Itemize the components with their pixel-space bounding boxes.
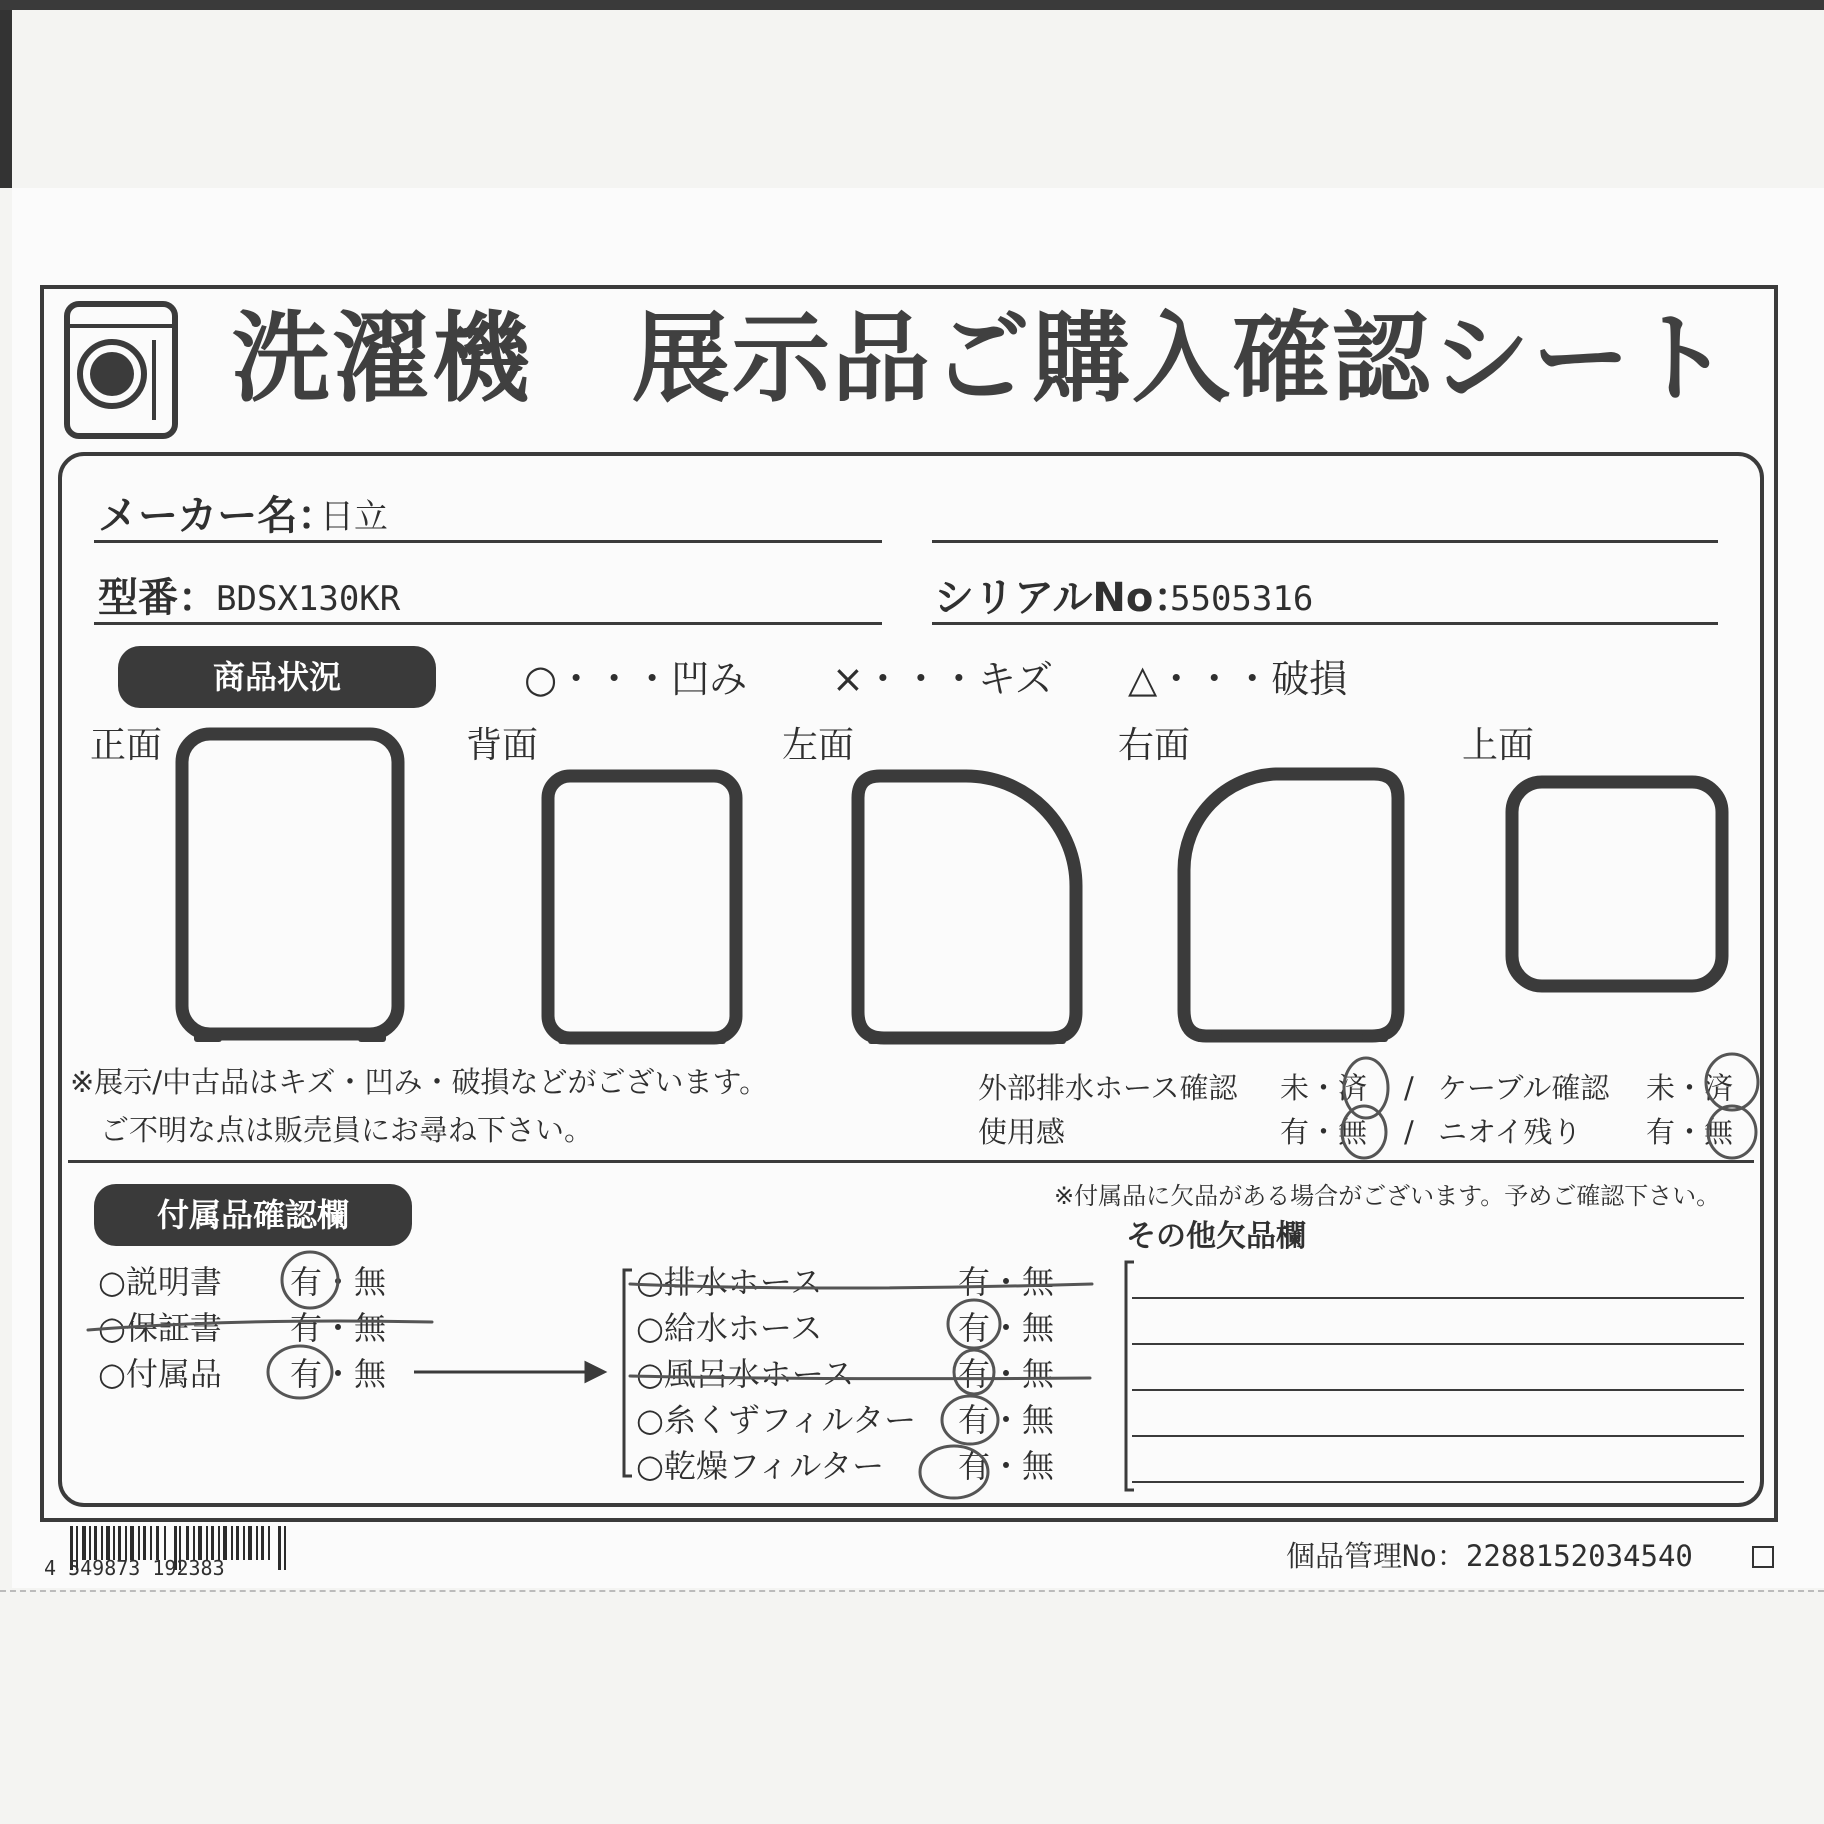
other-missing-bracket	[1126, 1262, 1134, 1490]
model-label: 型番：	[98, 575, 218, 621]
item-control-number	[1286, 1539, 1693, 1573]
other-missing-lines	[1132, 1298, 1744, 1482]
accessory-warranty-label: ○保証書	[98, 1309, 222, 1347]
accessory-supply-hose-options: 有・無	[958, 1309, 1055, 1347]
accessory-lint-filter-options: 有・無	[958, 1401, 1055, 1439]
accessory-bath-hose-label: ○風呂水ホース	[636, 1355, 855, 1393]
strike-warranty	[88, 1321, 432, 1330]
legend-scratch-text: ・・・キズ	[863, 657, 1054, 701]
circle-lint-filter-yes	[942, 1396, 998, 1444]
odor-check-label: ニオイ残り	[1438, 1115, 1582, 1149]
circle-manual-yes	[282, 1252, 338, 1308]
view-label-top: 上面	[1462, 725, 1535, 766]
accessory-drain-hose-options: 有・無	[958, 1263, 1055, 1301]
accessories-heading: 付属品確認欄	[94, 1184, 412, 1246]
model-value: BDSX130KR	[216, 579, 401, 619]
usage-check-options: 有・無	[1280, 1115, 1368, 1149]
strike-bath-hose	[630, 1376, 1090, 1379]
circle-cable-check-done	[1706, 1054, 1758, 1110]
circle-accessories-yes	[268, 1346, 332, 1398]
circle-supply-hose-yes	[948, 1300, 1000, 1348]
cable-check-label: ケーブル確認	[1438, 1071, 1610, 1105]
circle-drain-check-done	[1344, 1058, 1388, 1118]
serial-label: シリアルNo：	[934, 575, 1194, 621]
accessory-bath-hose-options: 有・無	[958, 1355, 1055, 1393]
other-missing-heading: その他欠品欄	[1126, 1219, 1306, 1254]
condition-notice-line2: ご不明な点は販売員にお尋ね下さい。	[100, 1113, 594, 1147]
accessory-warranty-options: 有・無	[290, 1309, 387, 1347]
legend-damage-symbol: △	[1128, 657, 1158, 701]
circle-usage-none	[1342, 1106, 1386, 1158]
legend-dent-text: ・・・凹み	[557, 657, 748, 701]
circle-dry-filter-yes	[920, 1446, 988, 1498]
item-control-value: 2288152034540	[1465, 1539, 1693, 1573]
maker-value: 日立	[320, 497, 388, 537]
drain-hose-check-label: 外部排水ホース確認	[978, 1071, 1238, 1105]
accessory-arrow	[414, 1363, 604, 1381]
accessory-accessories-options: 有・無	[290, 1355, 387, 1393]
strike-drain-hose	[630, 1284, 1092, 1288]
condition-heading: 商品状況	[118, 646, 436, 708]
view-label-right: 右面	[1118, 725, 1191, 766]
accessory-dry-filter-options: 有・無	[958, 1447, 1055, 1485]
maker-label: メーカー名：	[98, 493, 338, 539]
accessory-bracket	[624, 1270, 632, 1476]
odor-check-options: 有・無	[1646, 1115, 1734, 1149]
item-checkbox[interactable]	[1752, 1546, 1774, 1568]
accessory-lint-filter-label: ○糸くずフィルター	[636, 1401, 917, 1439]
legend-scratch-symbol: ×	[832, 657, 864, 701]
handwritten-circles	[268, 1054, 1758, 1498]
usage-check-label: 使用感	[978, 1115, 1066, 1149]
accessory-drain-hose-label: ○排水ホース	[636, 1263, 823, 1301]
accessory-accessories-label: ○付属品	[98, 1355, 222, 1393]
circle-bath-hose-yes	[954, 1350, 994, 1394]
view-label-front: 正面	[90, 725, 163, 766]
circle-odor-none	[1708, 1106, 1756, 1158]
accessory-manual-options: 有・無	[290, 1263, 387, 1301]
legend-damage-text: ・・・破損	[1157, 657, 1348, 701]
view-label-back: 背面	[466, 725, 539, 766]
sheet-title: 洗濯機 展示品ご購入確認シート	[232, 302, 1733, 416]
accessory-dry-filter-label: ○乾燥フィルター	[636, 1447, 885, 1485]
drain-hose-check-options: 未・済	[1280, 1071, 1368, 1105]
cable-check-options: 未・済	[1646, 1071, 1734, 1105]
view-label-left: 左面	[782, 725, 855, 766]
item-control-label: 個品管理No：	[1286, 1539, 1466, 1573]
accessory-manual-label: ○説明書	[98, 1263, 222, 1301]
legend-dent-symbol: ○	[524, 657, 558, 701]
serial-value: 5505316	[1170, 579, 1314, 619]
barcode-number: 4 549873 192383	[44, 1556, 225, 1580]
condition-notice-line1: ※展示/中古品はキズ・凹み・破損などがございます。	[70, 1065, 769, 1099]
check-separator-2: /	[1404, 1115, 1414, 1149]
check-separator: /	[1404, 1071, 1414, 1105]
accessories-note: ※付属品に欠品がある場合がございます。予めご確認下さい。	[1054, 1182, 1721, 1210]
accessory-supply-hose-label: ○給水ホース	[636, 1309, 823, 1347]
